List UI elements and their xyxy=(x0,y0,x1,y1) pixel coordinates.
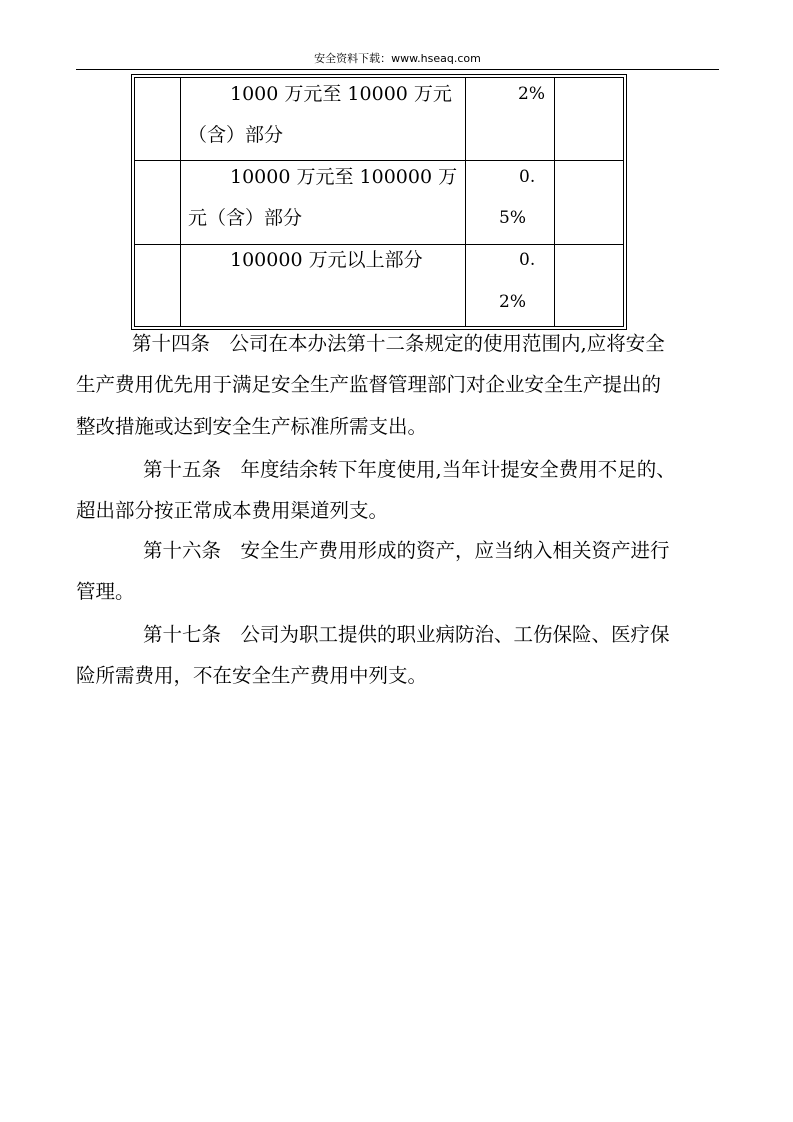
range-cell-line: 100000 万元以上部分 xyxy=(230,249,423,271)
range-cell-line: 1000 万元至 10000 万元 xyxy=(230,83,452,105)
rate-cell-line: 5% xyxy=(499,208,526,228)
page-header: 安全资料下载：www.hseaq.com xyxy=(314,52,481,65)
paragraph-line: 第十七条 公司为职工提供的职业病防治、工伤保险、医疗保 xyxy=(143,623,670,646)
range-cell-line: 元（含）部分 xyxy=(188,207,303,229)
rate-cell-line: 2% xyxy=(518,84,545,104)
range-cell-line: （含）部分 xyxy=(188,124,284,146)
paragraph-line: 管理。 xyxy=(76,580,135,603)
paragraph-line: 整改措施或达到安全生产标准所需支出。 xyxy=(76,415,428,438)
range-cell-line: 10000 万元至 100000 万 xyxy=(230,166,458,188)
paragraph-line: 第十六条 安全生产费用形成的资产，应当纳入相关资产进行 xyxy=(143,539,670,562)
table-column-divider xyxy=(465,77,466,327)
paragraph-line: 险所需费用，不在安全生产费用中列支。 xyxy=(76,664,428,687)
table-column-divider xyxy=(180,77,181,327)
paragraph-line: 超出部分按正常成本费用渠道列支。 xyxy=(76,499,389,522)
rate-cell-line: 2% xyxy=(499,292,526,312)
paragraph-line: 第十四条 公司在本办法第十二条规定的使用范围内,应将安全 xyxy=(132,332,665,355)
table-column-divider xyxy=(554,77,555,327)
rate-cell-line: 0. xyxy=(519,250,536,270)
header-rule xyxy=(76,69,719,70)
rate-cell-line: 0. xyxy=(519,167,536,187)
paragraph-line: 生产费用优先用于满足安全生产监督管理部门对企业安全生产提出的 xyxy=(76,373,662,396)
paragraph-line: 第十五条 年度结余转下年度使用,当年计提安全费用不足的、 xyxy=(143,458,676,481)
